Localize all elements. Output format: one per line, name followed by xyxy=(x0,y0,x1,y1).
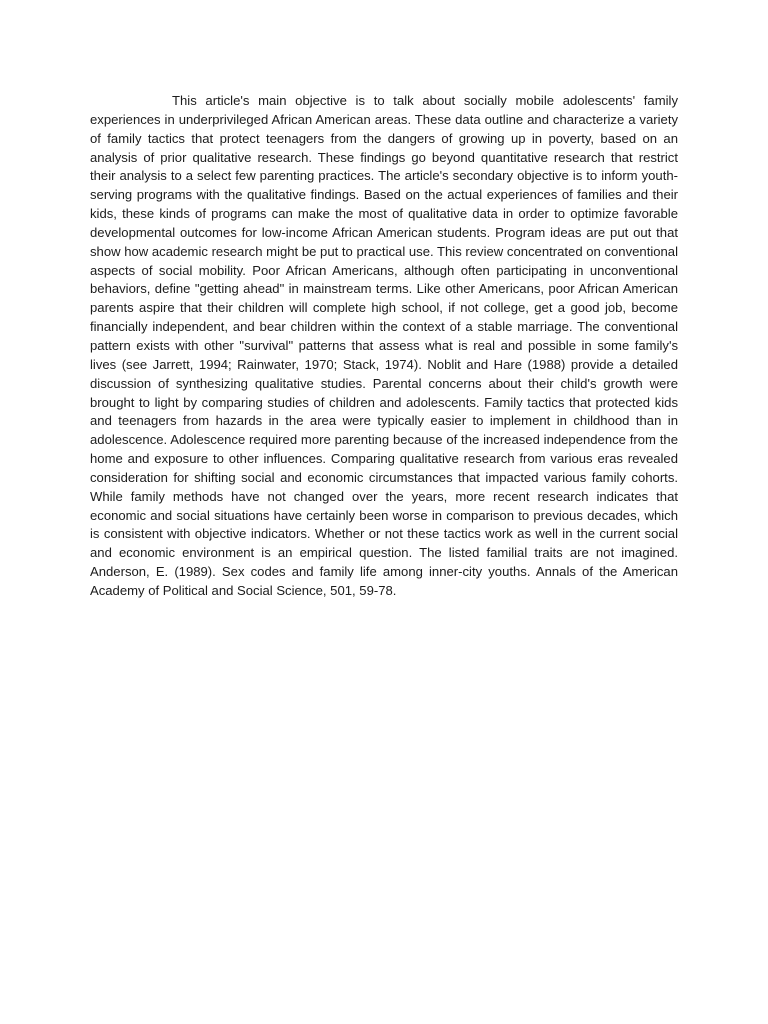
body-paragraph: This article's main objective is to talk about socially mobile adolescents' family experiences in underprivileged African American areas. These data outline and characterize a variety of family tactics that protect teenagers from the dangers of growing up in poverty, based on an analysis of prior qualitative research. These findings go beyond quantitative research that restrict their analysis to a select few parenting practices. The article's secondary objective is to inform youth-serving programs with the qualitative findings. Based on the actual experiences of families and their kids, these kinds of programs can make the most of qualitative data in order to optimize favorable developmental outcomes for low-income African American students. Program ideas are put out that show how academic research might be put to practical use. This review concentrated on conventional aspects of social mobility. Poor African Americans, although often participating in unconventional behaviors, define "getting ahead" in mainstream terms. Like other Americans, poor African American parents aspire that their children will complete high school, if not college, get a good job, become financially independent, and bear children within the context of a stable marriage. The conventional pattern exists with other "survival" patterns that assess what is real and possible in some family's lives (see Jarrett, 1994; Rainwater, 1970; Stack, 1974). Noblit and Hare (1988) provide a detailed discussion of synthesizing qualitative studies. Parental concerns about their child's growth were brought to light by comparing studies of children and adolescents. Family tactics that protected kids and teenagers from hazards in the area were typically easier to implement in childhood than in adolescence. Adolescence required more parenting because of the increased independence from the home and exposure to other influences. Comparing qualitative research from various eras revealed consideration for shifting social and economic circumstances that impacted various family cohorts. While family methods have not changed over the years, more recent research indicates that economic and social situations have certainly been worse in comparison to previous decades, which is consistent with objective indicators. Whether or not these tactics work as well in the current social and economic environment is an empirical question. The listed familial traits are not imagined. Anderson, E. (1989). Sex codes and family life among inner-city youths. Annals of the American Academy of Political and Social Science, 501, 59-78. xyxy=(90,93,678,598)
